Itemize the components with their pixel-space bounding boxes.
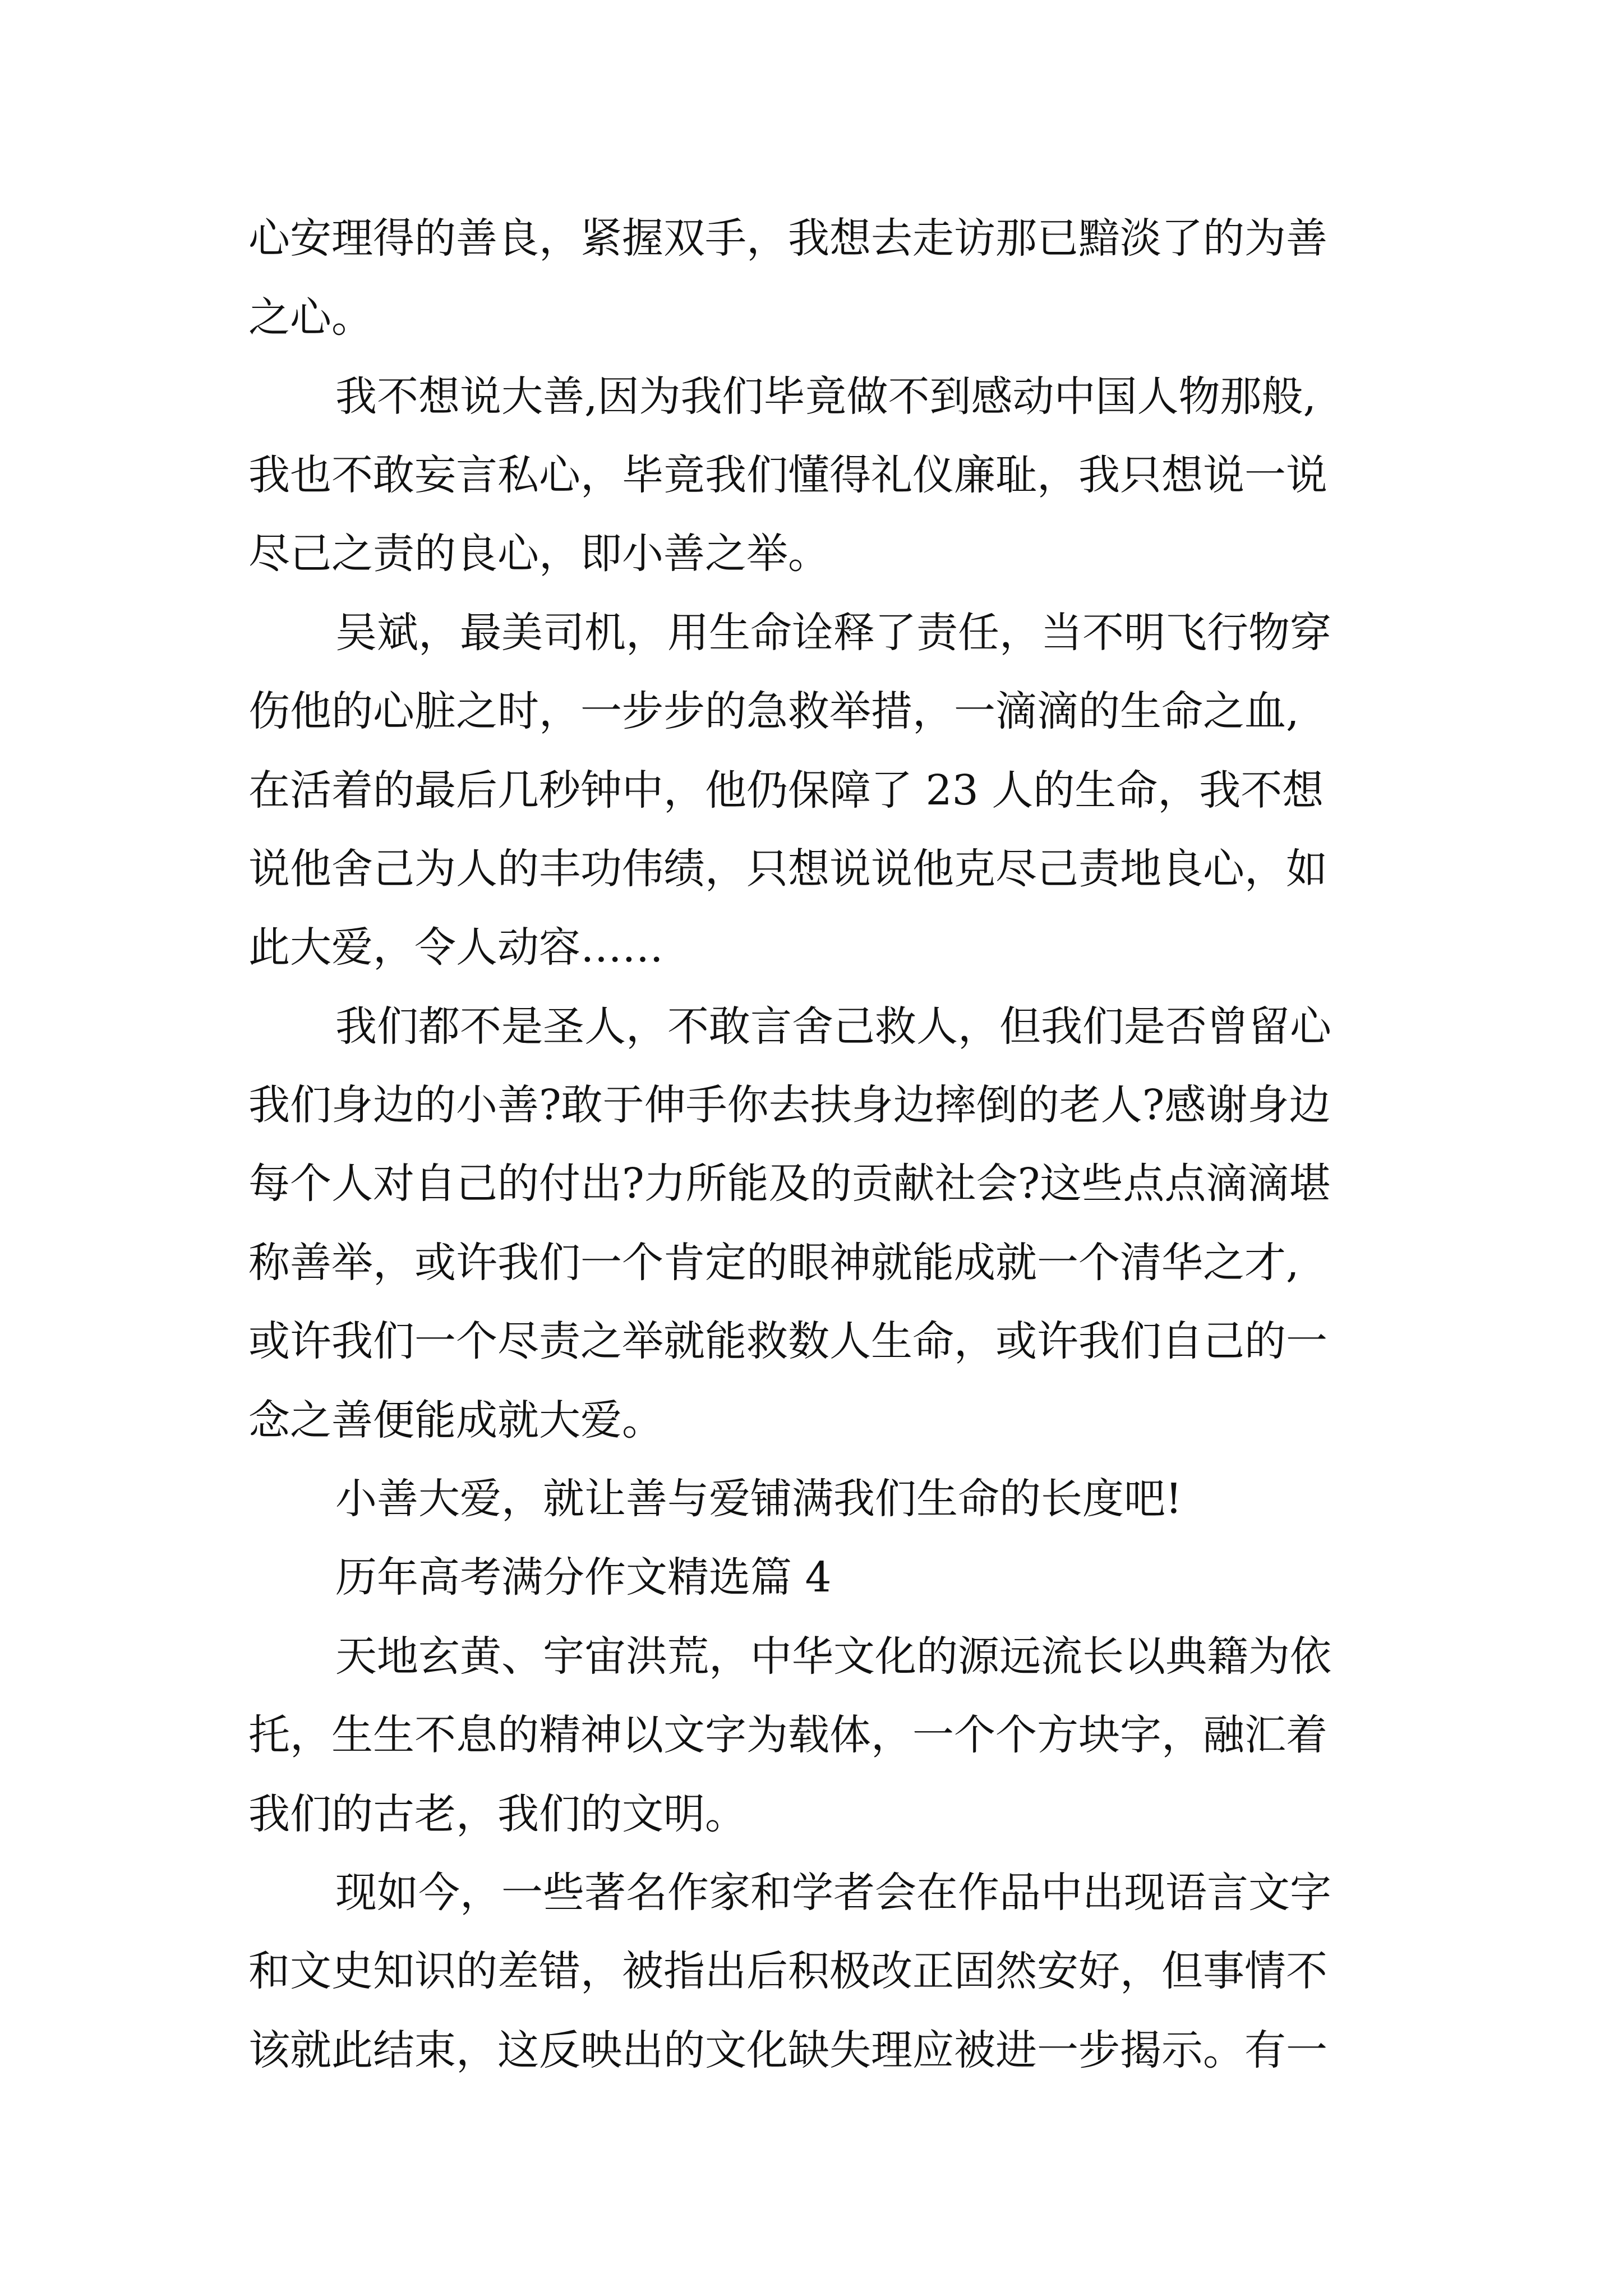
paragraph-line: 此大爱，令人动容…… <box>248 923 663 972</box>
paragraph-line: 我们的古老，我们的文明。 <box>248 1790 746 1838</box>
section-heading: 历年高考满分作文精选篇 4 <box>335 1553 832 1602</box>
paragraph-line: 念之善便能成就大爱。 <box>248 1396 663 1444</box>
paragraph-line: 或许我们一个尽责之举就能救数人生命，或许我们自己的一 <box>248 1317 1327 1365</box>
paragraph-line: 我们都不是圣人，不敢言舍己救人，但我们是否曾留心 <box>335 1002 1331 1051</box>
paragraph-line: 在活着的最后几秒钟中，他仍保障了 23 人的生命，我不想 <box>248 766 1324 815</box>
paragraph-line: 托，生生不息的精神以文字为载体，一个个方块字，融汇着 <box>248 1711 1327 1759</box>
paragraph-line: 称善举，或许我们一个肯定的眼神就能成就一个清华之才, <box>248 1239 1299 1287</box>
paragraph-line: 我也不敢妄言私心，毕竟我们懂得礼仪廉耻，我只想说一说 <box>248 451 1327 499</box>
paragraph-line: 现如今，一些著名作家和学者会在作品中出现语言文字 <box>335 1869 1331 1917</box>
paragraph-line: 每个人对自己的付出?力所能及的贡献社会?这些点点滴滴堪 <box>248 1159 1331 1208</box>
paragraph-line: 天地玄黄、宇宙洪荒，中华文化的源远流长以典籍为依 <box>335 1632 1331 1681</box>
paragraph-line: 心安理得的善良，紧握双手，我想去走访那已黯淡了的为善 <box>248 214 1327 263</box>
paragraph-line: 小善大爱，就让善与爱铺满我们生命的长度吧! <box>335 1475 1182 1523</box>
paragraph-line: 该就此结束，这反映出的文化缺失理应被进一步揭示。有一 <box>248 2026 1327 2074</box>
paragraph-line: 尽己之责的良心，即小善之举。 <box>248 530 829 578</box>
paragraph-line: 我们身边的小善?敢于伸手你去扶身边摔倒的老人?感谢身边 <box>248 1081 1331 1129</box>
paragraph-line: 伤他的心脏之时，一步步的急救举措，一滴滴的生命之血, <box>248 687 1299 735</box>
paragraph-line: 和文史知识的差错，被指出后积极改正固然安好，但事情不 <box>248 1947 1327 1995</box>
paragraph-line: 之心。 <box>248 293 373 342</box>
paragraph-line: 吴斌，最美司机，用生命诠释了责任，当不明飞行物穿 <box>335 609 1331 657</box>
paragraph-line: 说他舍己为人的丰功伟绩，只想说说他克尽己责地良心，如 <box>248 845 1327 893</box>
paragraph-line: 我不想说大善,因为我们毕竟做不到感动中国人物那般, <box>335 372 1317 421</box>
